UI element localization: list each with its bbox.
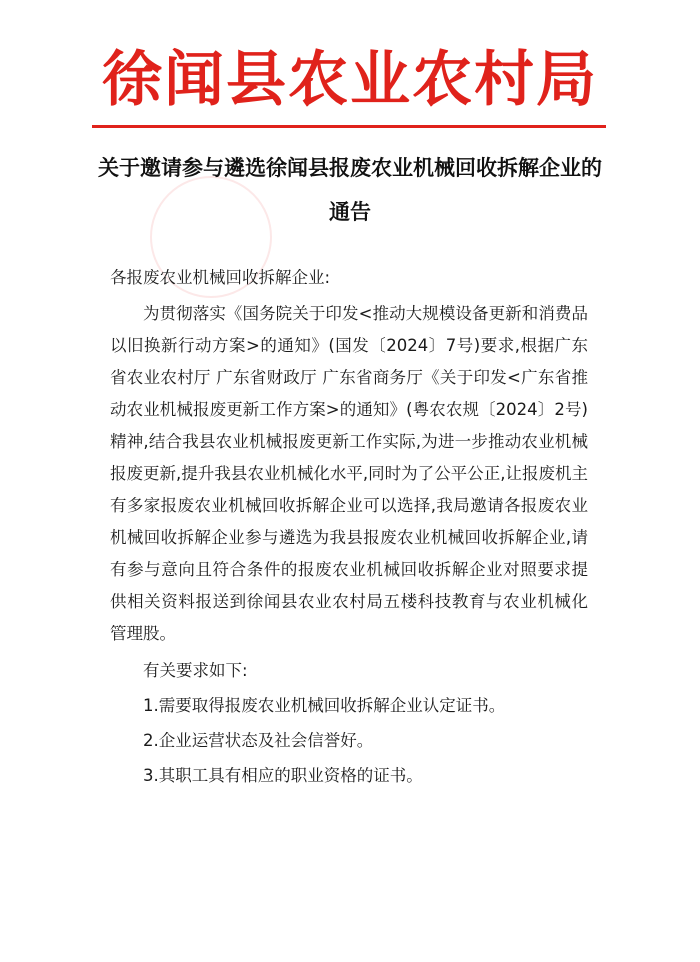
notice-body — [110, 262, 588, 792]
requirements-heading: 有关要求如下: — [143, 661, 248, 680]
masthead-agency-name: 徐闻县农业农村局 — [102, 45, 598, 115]
notice-title-line-1: 关于邀请参与遴选徐闻县报废农业机械回收拆解企业的 — [98, 155, 602, 180]
masthead-red-rule — [92, 125, 606, 128]
requirement-item-2: 2.企业运营状态及社会信誉好。 — [143, 731, 374, 750]
salutation: 各报废农业机械回收拆解企业: — [110, 268, 331, 287]
main-paragraph: 为贯彻落实《国务院关于印发<推动大规模设备更新和消费品以旧换新行动方案>的通知》(国发〔2024〕7号)要求,根据广东省农业农村厅 广东省财政厅 广东省商务厅《关于印发<广东省推动农业机械报废更新工作方案>的通知》(粤农农规〔2024〕2号)精神,结合我县农业机械报废更新工作实际,为进一步推动农业机械报废更新,提升我县农业机械化水平,同时为了公平公正,让报废机主有多家报废农业机械回收拆解企业可以选择,我局邀请各报废农业机械回收拆解企业参与遴选为我县报废农业机械回收拆解企业,请有参与意向且符合条件的报废农业机械回收拆解企业对照要求提供相关资料报送到徐闻县农业农村局五楼科技教育与农业机械化管理股。 — [110, 304, 588, 643]
notice-title-line-2: 通告 — [329, 199, 371, 224]
requirement-item-1: 1.需要取得报废农业机械回收拆解企业认定证书。 — [143, 696, 506, 715]
requirement-item-3: 3.其职工具有相应的职业资格的证书。 — [143, 766, 423, 785]
